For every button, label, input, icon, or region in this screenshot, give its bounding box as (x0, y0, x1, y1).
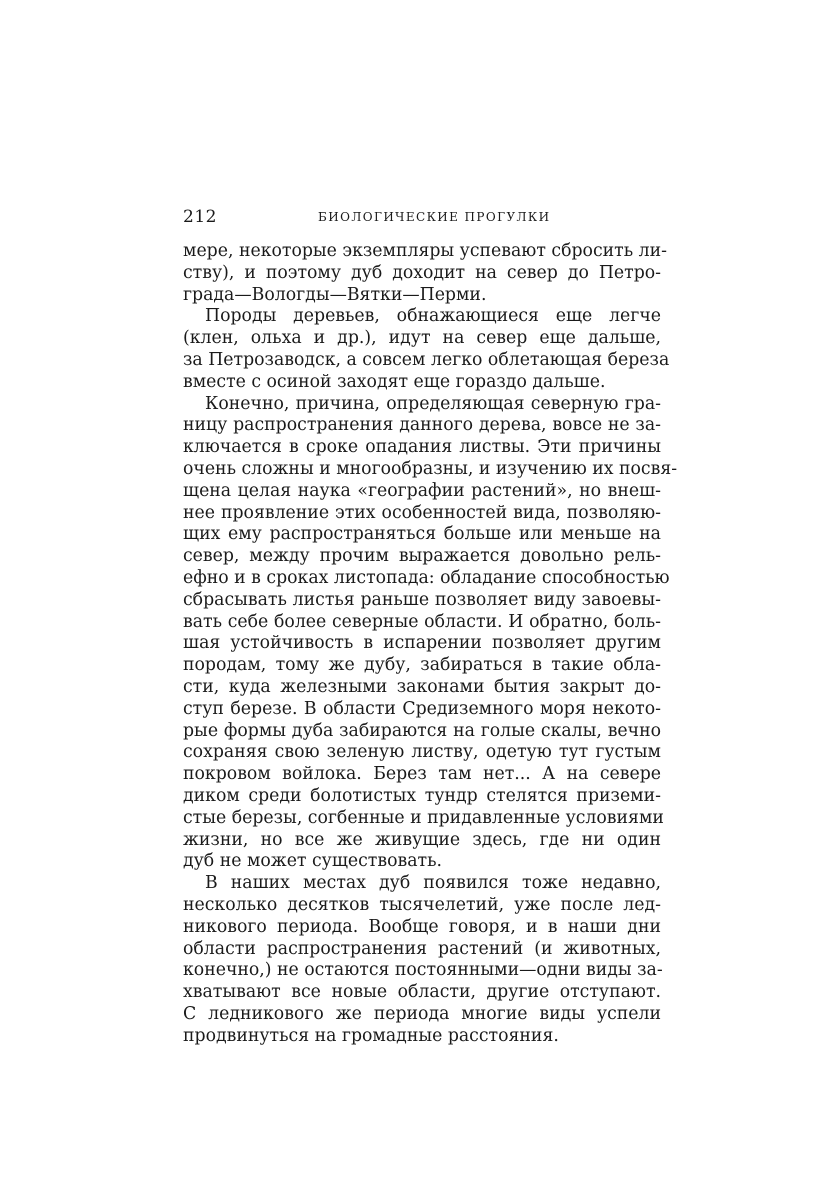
text-line: Конечно, причина, определяющая северную гра- (205, 393, 661, 414)
text-line: щена целая наука «географии растений», но внеш- (183, 480, 661, 501)
paragraph-3 (183, 393, 678, 874)
text-line: хватывают все новые области, другие отступают. (183, 982, 661, 1003)
text-line: сти, куда железными законами бытия закрыт до- (183, 676, 661, 697)
text-line: нее проявление этих особенностей вида, позволяю- (183, 502, 661, 523)
paragraph-1 (183, 241, 667, 306)
text-line: покровом войлока. Берез там нет... А на севере (183, 764, 661, 785)
text-line: диком среди болотистых тундр стелятся приземи- (183, 785, 661, 806)
text-line: области распространения растений (и животных, (183, 938, 661, 959)
text-line: рые формы дуба забираются на голые скалы, вечно (183, 720, 661, 741)
text-line: ницу распространения данного дерева, вовсе не за- (183, 415, 661, 436)
text-line: В наших местах дуб появился тоже недавно, (205, 873, 661, 894)
text-line: сбрасывать листья раньше позволяет виду завоевы- (183, 589, 661, 610)
paragraph-4 (183, 873, 661, 1047)
text-line: щих ему распространяться больше или меньше на (183, 524, 661, 545)
text-line: конечно,) не остаются постоянными—одни виды за- (183, 960, 663, 981)
text-line: ству), и поэтому дуб доходит на север до Петро- (183, 262, 661, 283)
text-line: ефно и в сроках листопада: обладание способностью (183, 567, 670, 588)
text-line: ступ березе. В области Средиземного моря некото- (183, 698, 661, 719)
text-line: дуб не может существовать. (183, 851, 442, 872)
text-line: ключается в сроке опадания листвы. Эти причины (183, 437, 661, 458)
text-line: несколько десятков тысячелетий, уже после лед- (183, 894, 661, 915)
text-line: жизни, но все же живущие здесь, где ни один (183, 829, 661, 850)
page-header (183, 207, 661, 229)
text-line: С ледникового же периода многие виды успели (183, 1003, 661, 1024)
text-line: (клен, ольха и др.), идут на север еще дальше, (183, 328, 661, 349)
text-line: никового периода. Вообще говоря, и в наши дни (183, 916, 661, 937)
text-line: за Петрозаводск, а совсем легко облетающая береза (183, 349, 670, 370)
running-title: БИОЛОГИЧЕСКИЕ ПРОГУЛКИ (318, 210, 551, 224)
text-line: продвинуться на громадные расстояния. (183, 1025, 559, 1046)
text-line: Породы деревьев, обнажающиеся еще легче (205, 306, 661, 327)
text-line: града—Вологды—Вятки—Перми. (183, 284, 487, 305)
text-line: вместе с осиной заходят еще гораздо дальше. (183, 371, 606, 392)
text-line: шая устойчивость в испарении позволяет другим (183, 633, 661, 654)
text-line: мере, некоторые экземпляры успевают сбросить ли- (183, 241, 667, 261)
page-number: 212 (183, 207, 217, 227)
text-line: вать себе более северные области. И обратно, боль- (183, 611, 661, 632)
text-line: породам, тому же дубу, забираться в такие обла- (183, 655, 661, 676)
text-line: очень сложны и многообразны, и изучению их посвя- (183, 458, 678, 479)
body-text (183, 241, 678, 1047)
text-line: сохраняя свою зеленую листву, одетую тут густым (183, 742, 661, 763)
text-line: север, между прочим выражается довольно рель- (183, 546, 661, 567)
text-line: стые березы, согбенные и придавленные условиями (183, 807, 664, 828)
paragraph-2 (183, 306, 670, 393)
